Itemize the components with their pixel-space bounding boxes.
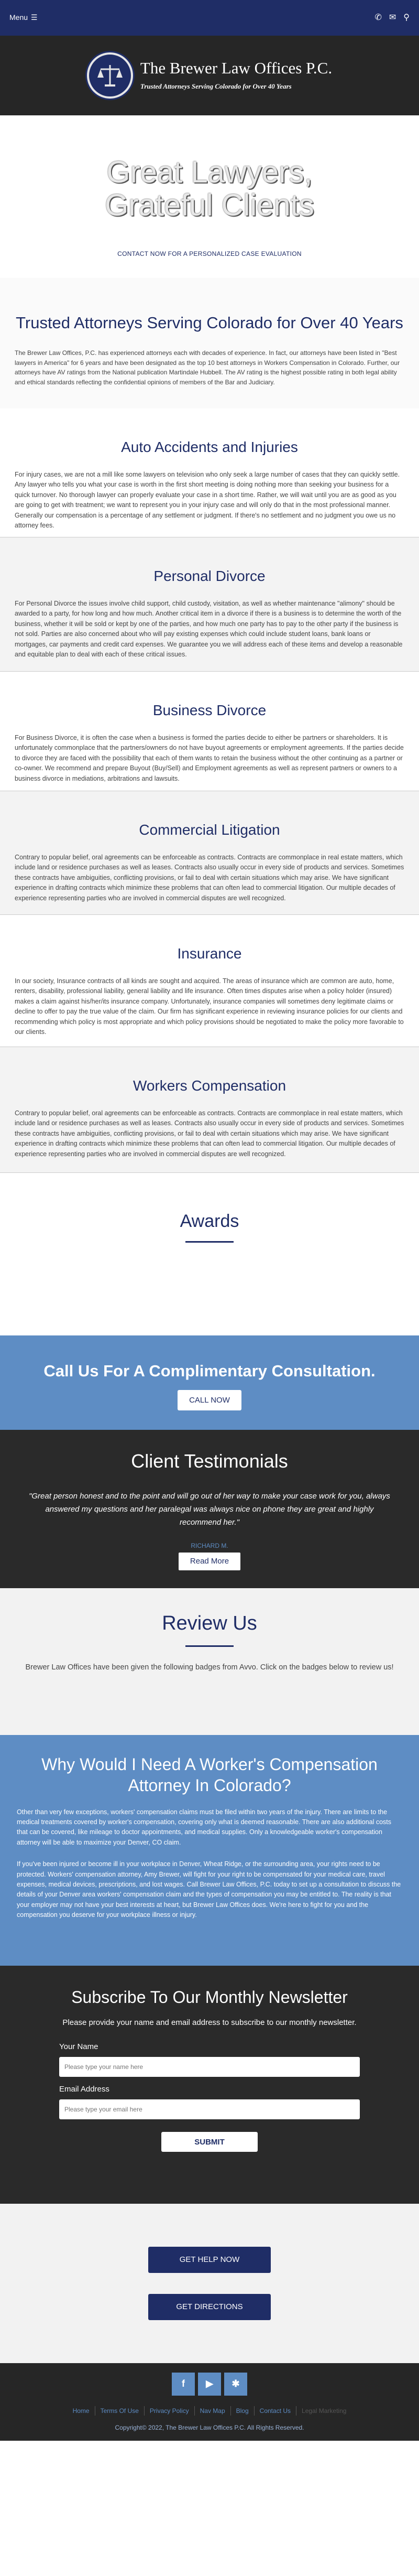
menu-label: Menu: [9, 13, 28, 22]
firm-suffix: P.C.: [306, 58, 333, 77]
hamburger-icon: ☰: [31, 13, 38, 22]
hero-banner: [0, 115, 419, 278]
contact-icons: [374, 12, 410, 25]
review-us-section: [0, 1588, 419, 1735]
footer-link-privacy[interactable]: Privacy Policy: [144, 2406, 194, 2416]
newsletter-heading: Subscribe To Our Monthly Newsletter: [71, 1987, 348, 2007]
practice-title: Commercial Litigation: [139, 821, 280, 838]
yelp-icon[interactable]: ✱: [224, 2373, 247, 2396]
social-links: [0, 2373, 419, 2396]
envelope-icon[interactable]: ✉: [389, 13, 396, 22]
submit-button[interactable]: SUBMIT: [161, 2132, 258, 2152]
testimonial-author: RICHARD M.: [191, 1542, 228, 1549]
awards-heading: Awards: [180, 1211, 239, 1231]
practice-body: For Personal Divorce the issues involve child support, child custody, visitation, as well as whether maintenance "alimony" should be awarded to a party, for how long and how much. Another critical item in a divorce if there is a business is to determine the worth of the business, whether it will be sold or kept by one of the parties, and how much one party has to pay to the other party if the business is not sold. Parties are also concerned about who will pay existing expenses which could include student loans, bank loans or mortgages, car payments and credit card expenses. We guarantee you we will address each of these items and develop a reasonable and equitable plan to deal with each of these critical issues.: [15, 600, 403, 658]
map-marker-icon[interactable]: ⚲: [403, 13, 410, 22]
newsletter-section: [0, 1966, 419, 2204]
call-now-button[interactable]: CALL NOW: [178, 1390, 241, 1410]
practice-body: Contrary to popular belief, oral agreements can be enforceable as contracts. Contracts are commonplace in real estate matters, which include land or residence purchases as well as leases. Contracts also usually occur in every side of products and services. Sometimes these contracts have ambiguities, conflicting provisions, or fail to deal with certain situations which may arise. We have significant experience in drafting contracts which minimize these problems that can often lead to commercial litigation. Our multiple decades of experience representing parties who are involved in commercial disputes are well recognized.: [15, 1109, 404, 1158]
practice-body: For injury cases, we are not a mill like some lawyers on television who only seek a large number of cases that they can quickly settle. Any lawyer who tells you what your case is worth in the first short meeting is doing nothing more than seeking your business for a quick turnover. No thorough lawyer can properly evaluate your case in a short time. Rather, we will wait until you are as good as you are going to get with treatment; we want to represent you in your injury case and will only do that in the most professional manner. Generally our compensation is a percentage of any settlement or judgment. If there's no settlement and no judgment you owe us no attorney fees.: [15, 471, 400, 529]
workers-comp-heading: Why Would I Need A Worker's Compensation Attorney In Colorado?: [41, 1754, 378, 1795]
practice-business-divorce: [0, 672, 419, 791]
newsletter-subheading: Please provide your name and email address to subscribe to our monthly newsletter.: [62, 2018, 357, 2028]
practice-body: For Business Divorce, it is often the case when a business is formed the parties decide to either be partners or shareholders. It is unfortunately commonplace that the partners/owners do not have buyout agreements or employment agreements. If the parties decide to divorce they are faced with the possibility that each of them wants to retain the business without the other continuing as a partner or co-owner. We recommend and prepare Buyout (Buy/Sell) and Employment agreements as well as represent partners or owners to a business divorce in mediations, arbitrations and lawsuits.: [15, 734, 404, 782]
firm-name[interactable]: The Brewer Law Offices P.C.: [140, 58, 333, 77]
heading-underline: [185, 1241, 234, 1243]
intro-heading: Trusted Attorneys Serving Colorado for Over 40 Years: [16, 314, 403, 332]
consultation-heading: Call Us For A Complimentary Consultation.: [43, 1361, 376, 1380]
top-bar: [0, 0, 419, 36]
hero-title: Great Lawyers, Grateful Clients: [105, 155, 314, 222]
firm-seal-logo[interactable]: [87, 52, 133, 99]
workers-comp-paragraph-2: If you've been injured or become ill in your workplace in Denver, Wheat Ridge, or the surrounding area, your rights need to be protected. Workers' compensation attorney, Amy Brewer, will fight for your right to be compensated for your medical care, travel expenses, medical devices, prescriptions, and lost wages. Call Brewer Law Offices, P.C. today to set up a consultation to discuss the details of your Denver area workers' compensation claim and the types of compensation you may be entitled to. The reality is that your employer may not have your best interests at heart, but Brewer Law Offices does. We're here to fight for you and the compensation you deserve for your workplace illness or injury.: [17, 1860, 401, 1919]
practice-title: Personal Divorce: [153, 567, 266, 584]
consultation-banner: [0, 1335, 419, 1430]
practice-body: In our society, Insurance contracts of all kinds are sought and acquired. The areas of insurance which are common are auto, home, renters, disability, professional liability, general liability and life insurance. Often times disputes arise when a policy holder (insured) makes a claim against his/her/its insurance company. Unfortunately, insurance companies will sometimes deny legitimate claims or decline to offer to pay the true value of the claim. Our firm has significant experience in reviewing insurance policies for our clients and recommending which policy is most appropriate and which policy provisions should be negotiated to make the policy more favorable to our clients.: [15, 977, 404, 1036]
testimonials-heading: Client Testimonials: [131, 1450, 288, 1472]
email-label: Email Address: [59, 2084, 109, 2094]
practice-title: Workers Compensation: [133, 1077, 286, 1094]
email-input[interactable]: [59, 2099, 360, 2119]
practice-title: Business Divorce: [152, 702, 267, 718]
footer-link-blog[interactable]: Blog: [230, 2406, 254, 2416]
site-header: [0, 36, 419, 115]
practice-title: Auto Accidents and Injuries: [121, 438, 298, 455]
case-evaluation-link[interactable]: CONTACT NOW FOR A PERSONALIZED CASE EVALUATION: [117, 250, 302, 258]
heading-underline: [185, 1645, 234, 1647]
practice-insurance: [0, 915, 419, 1047]
read-more-button[interactable]: Read More: [179, 1553, 240, 1570]
review-us-body: Brewer Law Offices have been given the following badges from Avvo. Click on the badges below to review us!: [25, 1663, 394, 1672]
testimonials-section: [0, 1430, 419, 1588]
youtube-icon[interactable]: ▶: [198, 2373, 221, 2396]
awards-section: [0, 1173, 419, 1335]
action-buttons-section: [0, 2204, 419, 2363]
name-input[interactable]: [59, 2057, 360, 2077]
footer-link-home[interactable]: Home: [72, 2407, 90, 2415]
name-label: Your Name: [59, 2042, 98, 2051]
footer-link-contact[interactable]: Contact Us: [254, 2406, 296, 2416]
phone-icon[interactable]: ✆: [374, 13, 382, 22]
footer-nav: [0, 2406, 419, 2416]
footer-link-legal-marketing[interactable]: Legal Marketing: [296, 2406, 351, 2416]
copyright-text: Copyright© 2022, The Brewer Law Offices P.C. All Rights Reserved.: [115, 2424, 304, 2432]
footer-link-terms[interactable]: Terms Of Use: [95, 2406, 144, 2416]
workers-comp-paragraph-1: Other than very few exceptions, workers' compensation claims must be filed within two years of the injury. There are limits to the medical treatments covered by worker's compensation, covering only what is deemed reasonable. There are also additional costs that can be covered, like mileage to doctor appointments, and medical supplies. Only a knowledgeable worker's compensation attorney will be able to maximize your Denver, CO claim.: [17, 1808, 392, 1846]
practice-auto-accidents: [0, 408, 419, 537]
get-directions-button[interactable]: GET DIRECTIONS: [148, 2294, 271, 2320]
practice-title: Insurance: [177, 945, 242, 962]
facebook-icon[interactable]: f: [172, 2373, 195, 2396]
footer-link-nav-map[interactable]: Nav Map: [194, 2406, 230, 2416]
practice-body: Contrary to popular belief, oral agreements can be enforceable as contracts. Contracts are commonplace in real estate matters, which include land or residence purchases as well as leases. Contracts also usually occur in every side of products and services. Sometimes these contracts have ambiguities, conflicting provisions, or fail to deal with certain situations which may arise. We have significant experience in drafting contracts which minimize these problems that can often lead to commercial litigation. Our multiple decades of experience representing parties who are involved in commercial disputes are well recognized.: [15, 854, 404, 902]
site-footer: [0, 2363, 419, 2441]
menu-button[interactable]: [9, 12, 38, 24]
newsletter-form: [59, 2041, 360, 2152]
get-help-now-button[interactable]: GET HELP NOW: [148, 2247, 271, 2273]
review-us-heading: Review Us: [162, 1612, 257, 1634]
practice-workers-compensation: [0, 1047, 419, 1173]
practice-commercial-litigation: [0, 791, 419, 915]
firm-tagline: Trusted Attorneys Serving Colorado for Over 40 Years: [140, 82, 292, 90]
intro-body: The Brewer Law Offices, P.C. has experienced attorneys each with decades of experience. In fact, our attorneys have been listed in "Best lawyers in America" for 6 years and have been designated as the top 10 best attorneys in Workers Compensation in Colorado. Further, our attorneys have AV ratings from the National publication Martindale Hubbell. The AV rating is the highest possible rating in both legal ability and ethical standards reflecting the confidential opinions of members of the Bar and Judiciary.: [15, 349, 400, 386]
testimonial-quote: "Great person honest and to the point and will go out of her way to make your case work for you, always answered my questions and her paralegal was always nice on phone they are great and highly recommend her.": [29, 1492, 390, 1527]
practice-personal-divorce: [0, 537, 419, 672]
workers-comp-info-section: [0, 1735, 419, 1966]
intro-section: [0, 278, 419, 408]
